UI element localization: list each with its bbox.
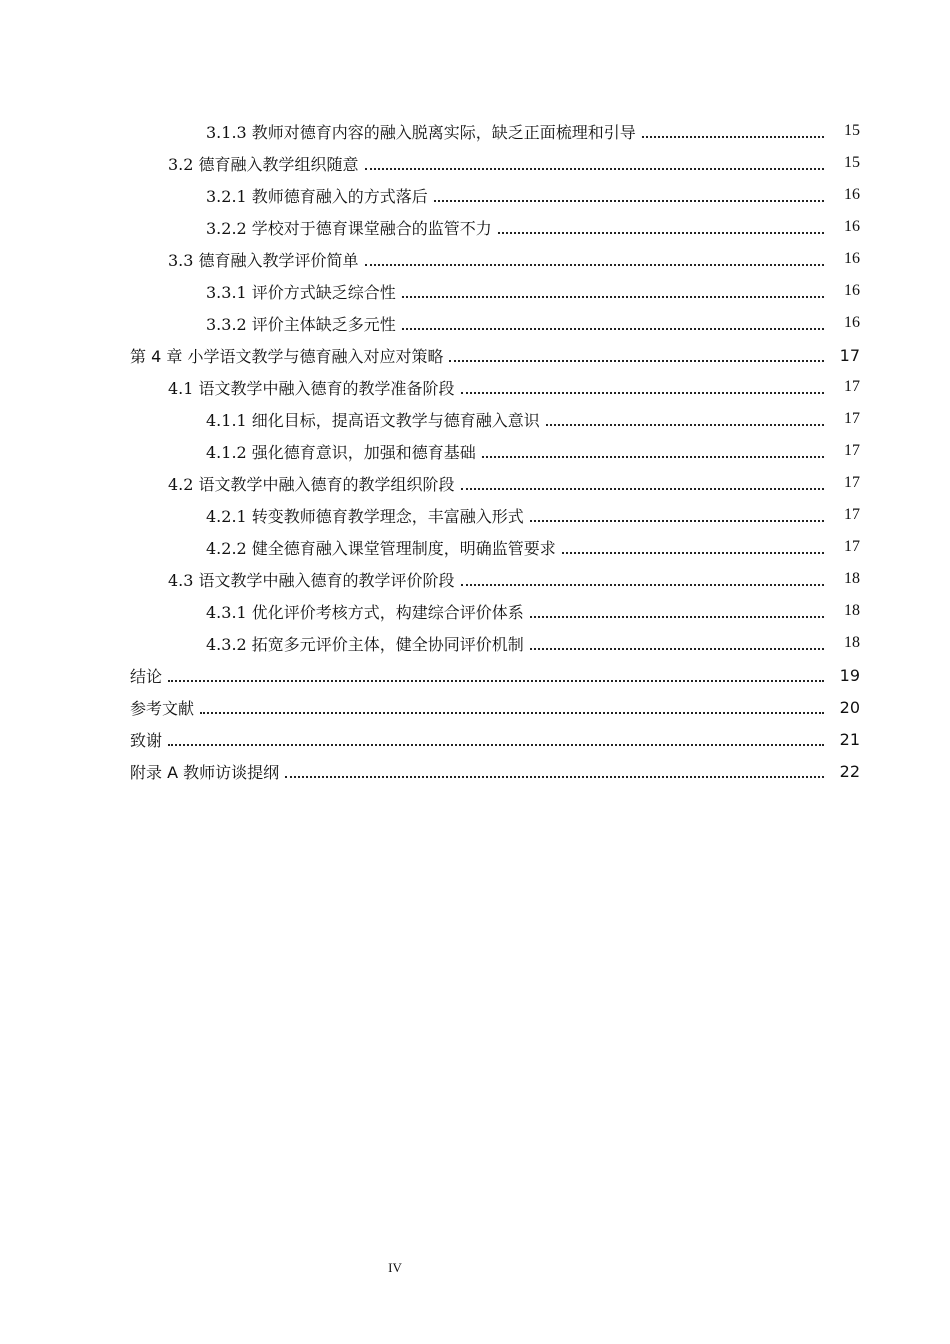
toc-entry-page: 15 <box>844 154 860 171</box>
toc-entry-label: 4.2.1 转变教师德育教学理念，丰富融入形式 <box>206 506 524 526</box>
toc-entry-label: 3.3.2 评价主体缺乏多元性 <box>206 314 396 334</box>
toc-leader-dots <box>482 456 824 458</box>
toc-entry-label: 3.2 德育融入教学组织随意 <box>168 154 359 174</box>
toc-entry[interactable] <box>0 563 950 595</box>
toc-leader-dots <box>285 776 824 778</box>
toc-leader-dots <box>498 232 824 234</box>
toc-leader-dots <box>365 264 824 266</box>
toc-entry[interactable] <box>0 243 950 275</box>
toc-entry-label: 参考文献 <box>130 698 195 718</box>
toc-entry[interactable] <box>0 179 950 211</box>
toc-entry[interactable] <box>0 595 950 627</box>
toc-entry-label: 4.1 语文教学中融入德育的教学准备阶段 <box>168 378 455 398</box>
toc-entry-label: 3.3 德育融入教学评价简单 <box>168 250 359 270</box>
toc-entry-page: 17 <box>839 345 860 365</box>
toc-entry[interactable] <box>0 499 950 531</box>
toc-entry[interactable] <box>0 723 950 755</box>
toc-entry-label: 4.1.2 强化德育意识，加强和德育基础 <box>206 442 476 462</box>
toc-entry-label: 4.1.1 细化目标，提高语文教学与德育融入意识 <box>206 410 540 430</box>
toc-entry-page: 17 <box>844 410 860 427</box>
toc-entry[interactable] <box>0 627 950 659</box>
toc-entry-label: 结论 <box>130 666 163 686</box>
toc-entry-page: 18 <box>844 602 860 619</box>
toc-entry-label: 4.3 语文教学中融入德育的教学评价阶段 <box>168 570 455 590</box>
toc-entry[interactable] <box>0 371 950 403</box>
toc-entry[interactable] <box>0 467 950 499</box>
toc-entry[interactable] <box>0 691 950 723</box>
toc-entry-page: 17 <box>844 474 860 491</box>
toc-leader-dots <box>530 616 824 618</box>
toc-leader-dots <box>449 360 824 362</box>
toc-entry-page: 16 <box>844 250 860 267</box>
toc-entry-label: 第 4 章 小学语文教学与德育融入对应对策略 <box>130 346 444 366</box>
toc-leader-dots <box>461 584 824 586</box>
toc-entry-page: 18 <box>844 570 860 587</box>
toc-entry-page: 19 <box>839 665 860 685</box>
table-of-contents <box>0 115 950 787</box>
toc-leader-dots <box>402 296 824 298</box>
toc-entry-label: 3.2.2 学校对于德育课堂融合的监管不力 <box>206 218 492 238</box>
toc-entry-page: 16 <box>844 282 860 299</box>
toc-entry[interactable] <box>0 275 950 307</box>
toc-entry[interactable] <box>0 435 950 467</box>
toc-entry-label: 4.3.2 拓宽多元评价主体，健全协同评价机制 <box>206 634 524 654</box>
toc-entry-page: 17 <box>844 442 860 459</box>
toc-entry-page: 16 <box>844 186 860 203</box>
toc-leader-dots <box>461 392 824 394</box>
toc-entry-page: 18 <box>844 634 860 651</box>
toc-entry-label: 3.3.1 评价方式缺乏综合性 <box>206 282 396 302</box>
toc-entry-label: 3.1.3 教师对德育内容的融入脱离实际，缺乏正面梳理和引导 <box>206 122 636 142</box>
toc-leader-dots <box>546 424 824 426</box>
toc-entry-page: 21 <box>839 729 860 749</box>
toc-entry-page: 17 <box>844 506 860 523</box>
toc-leader-dots <box>461 488 824 490</box>
toc-leader-dots <box>168 680 824 682</box>
toc-entry-label: 4.2 语文教学中融入德育的教学组织阶段 <box>168 474 455 494</box>
toc-entry-page: 16 <box>844 218 860 235</box>
toc-entry-label: 附录 A 教师访谈提纲 <box>130 762 280 782</box>
toc-leader-dots <box>530 648 824 650</box>
toc-entry-label: 4.3.1 优化评价考核方式，构建综合评价体系 <box>206 602 524 622</box>
toc-leader-dots <box>562 552 824 554</box>
toc-entry-page: 20 <box>839 697 860 717</box>
toc-leader-dots <box>200 712 824 714</box>
toc-leader-dots <box>530 520 824 522</box>
toc-leader-dots <box>402 328 824 330</box>
toc-entry[interactable] <box>0 339 950 371</box>
toc-entry-page: 17 <box>844 538 860 555</box>
toc-entry-page: 22 <box>839 761 860 781</box>
toc-entry[interactable] <box>0 531 950 563</box>
toc-entry-label: 致谢 <box>130 730 163 750</box>
toc-entry[interactable] <box>0 115 950 147</box>
footer-page-number: IV <box>388 1260 402 1275</box>
toc-entry-label: 4.2.2 健全德育融入课堂管理制度，明确监管要求 <box>206 538 556 558</box>
toc-entry-label: 3.2.1 教师德育融入的方式落后 <box>206 186 428 206</box>
toc-entry[interactable] <box>0 147 950 179</box>
toc-entry[interactable] <box>0 307 950 339</box>
toc-entry[interactable] <box>0 755 950 787</box>
toc-leader-dots <box>365 168 824 170</box>
toc-entry[interactable] <box>0 211 950 243</box>
toc-leader-dots <box>434 200 824 202</box>
toc-leader-dots <box>642 136 824 138</box>
toc-entry-page: 15 <box>844 122 860 139</box>
toc-entry-page: 16 <box>844 314 860 331</box>
toc-leader-dots <box>168 744 824 746</box>
toc-entry-page: 17 <box>844 378 860 395</box>
toc-entry[interactable] <box>0 403 950 435</box>
toc-entry[interactable] <box>0 659 950 691</box>
